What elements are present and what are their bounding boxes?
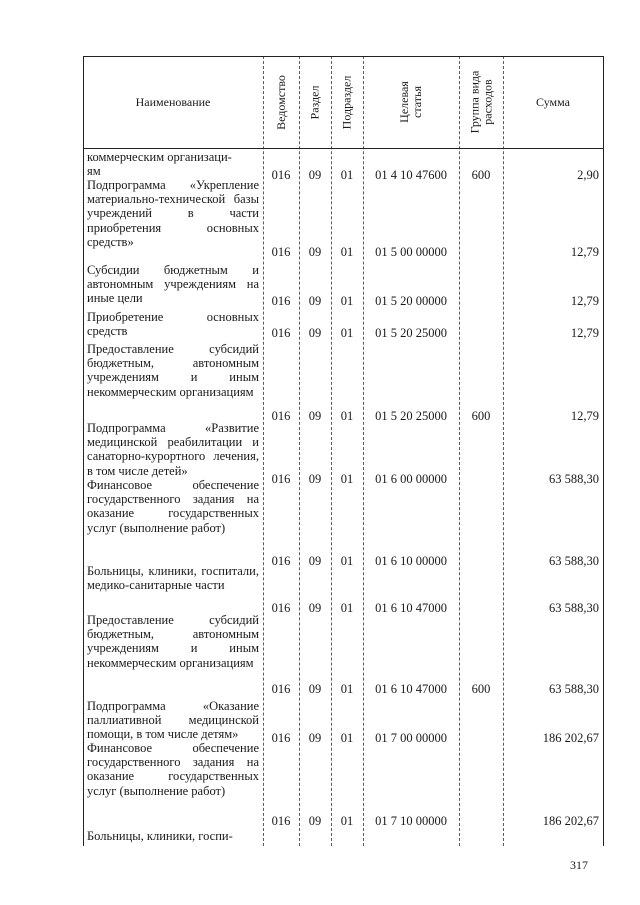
row-name-text: Субсидии бюджетным и автономным учреждениям на иные цели xyxy=(87,263,259,306)
row-name-text: Предоставление субсидий бюджетным, автономным учреждениям и иным некоммерческим организациям xyxy=(87,613,259,670)
cell-tselevaya-statya: 01 5 20 25000 xyxy=(375,326,447,340)
cell-razdel: 09 xyxy=(308,409,322,423)
cell-summa: 12,79 xyxy=(570,245,599,259)
cell-razdel: 09 xyxy=(308,682,322,696)
row-name-text: Подпрограмма «Оказание паллиативной медицинской помощи, в том числе детям» xyxy=(87,699,259,742)
cell-vedomstvo: 016 xyxy=(271,326,291,340)
column-header-vedomstvo: Ведомство xyxy=(273,74,288,130)
cell-summa: 63 588,30 xyxy=(549,601,599,615)
table-border-left xyxy=(83,56,84,846)
cell-summa: 12,79 xyxy=(570,409,599,423)
column-header-summa: Сумма xyxy=(536,94,570,109)
cell-podrazdel: 01 xyxy=(340,554,354,568)
cell-vedomstvo: 016 xyxy=(271,294,291,308)
column-header-tselevaya-statya: Целевая статья xyxy=(396,81,424,123)
cell-tselevaya-statya: 01 5 00 00000 xyxy=(375,245,447,259)
cell-tselevaya-statya: 01 7 00 00000 xyxy=(375,731,447,745)
cell-tselevaya-statya: 01 6 10 47000 xyxy=(375,682,447,696)
cell-podrazdel: 01 xyxy=(340,601,354,615)
cell-summa: 2,90 xyxy=(577,168,599,182)
cell-summa: 63 588,30 xyxy=(549,472,599,486)
cell-tselevaya-statya: 01 7 10 00000 xyxy=(375,814,447,828)
row-name-text: Приобретение основных средств xyxy=(87,310,259,339)
cell-vedomstvo: 016 xyxy=(271,245,291,259)
cell-vedomstvo: 016 xyxy=(271,168,291,182)
row-name-text: Финансовое обеспечение государственного задания на оказание государственных услуг (выполнение работ) xyxy=(87,741,259,798)
cell-podrazdel: 01 xyxy=(340,814,354,828)
cell-podrazdel: 01 xyxy=(340,326,354,340)
column-header-name: Наименование xyxy=(135,94,211,109)
cell-podrazdel: 01 xyxy=(340,245,354,259)
cell-razdel: 09 xyxy=(308,245,322,259)
cell-summa: 12,79 xyxy=(570,326,599,340)
row-name-text: Финансовое обеспечение государственного задания на оказание государственных услуг (выполнение работ) xyxy=(87,478,259,535)
cell-podrazdel: 01 xyxy=(340,731,354,745)
column-header-podrazdel: Подраздел xyxy=(339,75,354,129)
cell-razdel: 09 xyxy=(308,554,322,568)
cell-razdel: 09 xyxy=(308,814,322,828)
cell-podrazdel: 01 xyxy=(340,682,354,696)
row-name-text: Больницы, клиники, госпи- xyxy=(87,829,233,843)
page-number: 317 xyxy=(570,858,588,872)
column-header-gruppa-vida-rashodov: Группа вида расходов xyxy=(467,70,494,134)
row-name-text: Подпрограмма «Развитие медицинской реабилитации и санаторно-курортного лечения, в том числе детей» xyxy=(87,421,259,478)
cell-razdel: 09 xyxy=(308,601,322,615)
cell-razdel: 09 xyxy=(308,731,322,745)
table-border-right xyxy=(603,56,604,846)
cell-gruppa-vida: 600 xyxy=(471,682,491,696)
cell-summa: 63 588,30 xyxy=(549,682,599,696)
cell-tselevaya-statya: 01 5 20 25000 xyxy=(375,409,447,423)
budget-table xyxy=(83,56,604,846)
cell-vedomstvo: 016 xyxy=(271,472,291,486)
cell-vedomstvo: 016 xyxy=(271,601,291,615)
cell-podrazdel: 01 xyxy=(340,472,354,486)
cell-podrazdel: 01 xyxy=(340,294,354,308)
cell-summa: 186 202,67 xyxy=(542,731,599,745)
row-name-text: коммерческим организаци- ям xyxy=(87,150,232,179)
cell-vedomstvo: 016 xyxy=(271,409,291,423)
cell-vedomstvo: 016 xyxy=(271,682,291,696)
cell-gruppa-vida: 600 xyxy=(471,168,491,182)
cell-tselevaya-statya: 01 5 20 00000 xyxy=(375,294,447,308)
cell-gruppa-vida: 600 xyxy=(471,409,491,423)
cell-podrazdel: 01 xyxy=(340,409,354,423)
cell-tselevaya-statya: 01 6 00 00000 xyxy=(375,472,447,486)
row-name-text: Подпрограмма «Укрепление материально-технической базы учреждений в части приобретения основных средств» xyxy=(87,178,259,249)
cell-vedomstvo: 016 xyxy=(271,554,291,568)
cell-razdel: 09 xyxy=(308,168,322,182)
cell-podrazdel: 01 xyxy=(340,168,354,182)
header-separator xyxy=(83,148,604,149)
cell-vedomstvo: 016 xyxy=(271,731,291,745)
cell-tselevaya-statya: 01 6 10 00000 xyxy=(375,554,447,568)
row-name-text: Предоставление субсидий бюджетным, автономным учреждениям и иным некоммерческим организациям xyxy=(87,342,259,399)
row-name-text: Больницы, клиники, госпитали, медико-санитарные части xyxy=(87,564,259,593)
cell-vedomstvo: 016 xyxy=(271,814,291,828)
cell-tselevaya-statya: 01 4 10 47600 xyxy=(375,168,447,182)
cell-tselevaya-statya: 01 6 10 47000 xyxy=(375,601,447,615)
cell-summa: 63 588,30 xyxy=(549,554,599,568)
cell-razdel: 09 xyxy=(308,472,322,486)
cell-razdel: 09 xyxy=(308,294,322,308)
cell-razdel: 09 xyxy=(308,326,322,340)
cell-summa: 186 202,67 xyxy=(542,814,599,828)
cell-summa: 12,79 xyxy=(570,294,599,308)
column-header-razdel: Раздел xyxy=(307,85,322,119)
